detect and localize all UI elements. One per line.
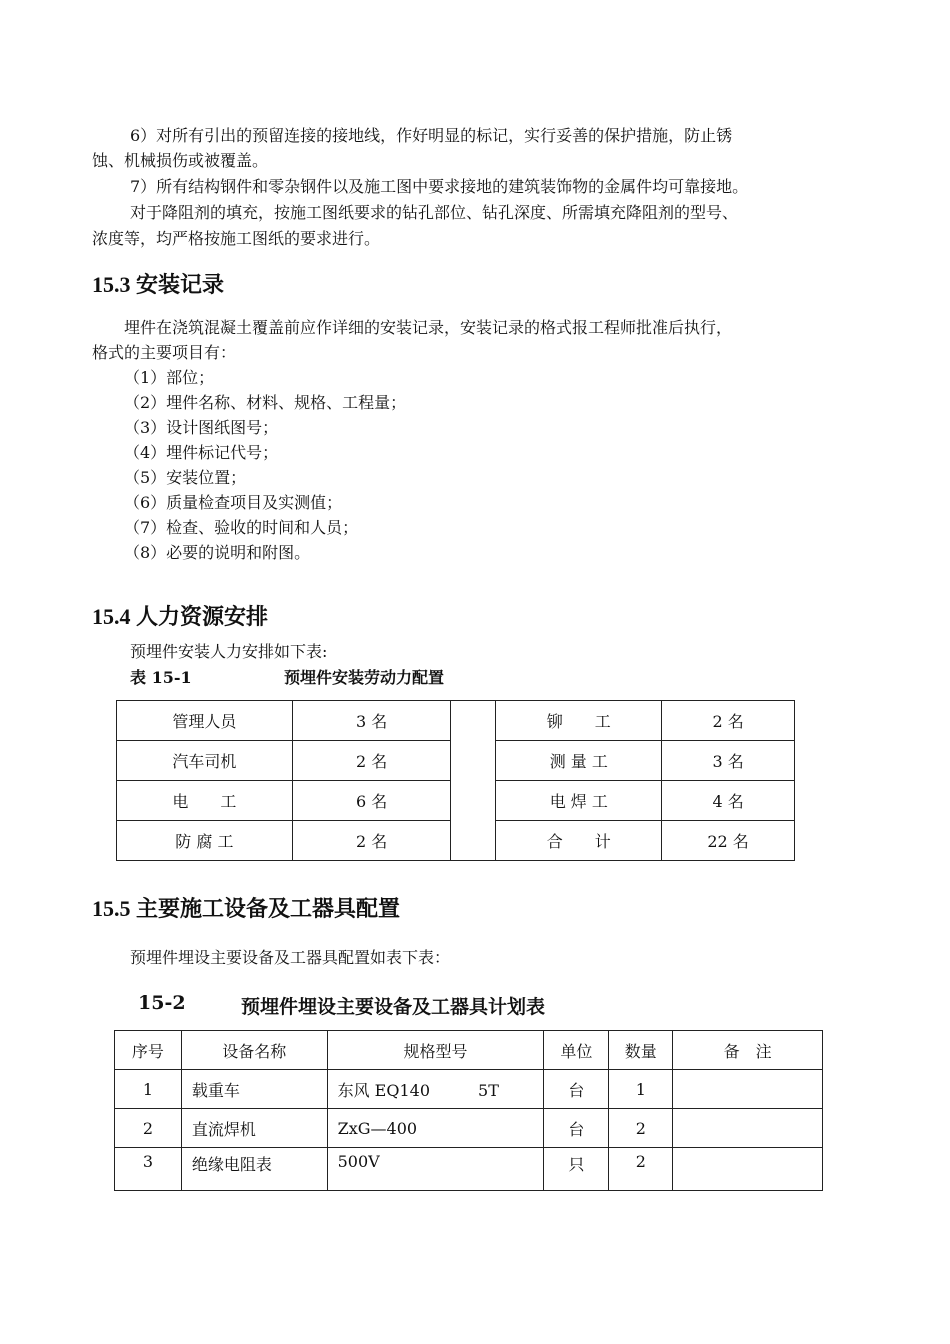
table-cell: 1 <box>115 1070 182 1109</box>
table-row <box>115 1148 823 1191</box>
table-cell: 电 工 <box>117 781 293 821</box>
list-item: （5）安装位置； <box>124 468 247 487</box>
paragraph-7: 7）所有结构钢件和零杂钢件以及施工图中要求接地的建筑装饰物的金属件均可靠接地。 <box>130 177 749 196</box>
list-item: （2）埋件名称、材料、规格、工程量； <box>124 393 407 412</box>
table-15-2-title: 预埋件埋设主要设备及工器具计划表 <box>241 996 546 1018</box>
list-item: （3）设计图纸图号； <box>124 418 279 437</box>
table-spacer <box>451 701 496 861</box>
table-cell: 2 名 <box>292 741 451 781</box>
table-cell: 3 名 <box>292 701 451 741</box>
table-15-2-number: 15-2 <box>138 992 186 1014</box>
table-cell: 管理人员 <box>117 701 293 741</box>
sec153-para-line1: 埋件在浇筑混凝土覆盖前应作详细的安装记录，安装记录的格式报工程师批准后执行， <box>124 318 733 337</box>
table-cell: 6 名 <box>292 781 451 821</box>
table-cell: 22 名 <box>662 821 795 861</box>
table-cell: 2 <box>609 1109 673 1148</box>
list-item: （8）必要的说明和附图。 <box>124 543 311 562</box>
table-cell <box>673 1148 823 1191</box>
table-cell: 4 名 <box>662 781 795 821</box>
table-row <box>115 1070 823 1109</box>
header-cell: 设备名称 <box>181 1031 327 1070</box>
table-row <box>115 1109 823 1148</box>
equipment-table <box>114 1030 823 1191</box>
list-item: （6）质量检查项目及实测值； <box>124 493 343 512</box>
header-cell: 序号 <box>115 1031 182 1070</box>
table-cell: 2 名 <box>292 821 451 861</box>
heading-15-4: 15.4 人力资源安排 <box>92 604 269 629</box>
table-cell: 只 <box>544 1148 609 1191</box>
table-cell: 1 <box>609 1070 673 1109</box>
paragraph-6-line2: 蚀、机械损伤或被覆盖。 <box>92 151 269 170</box>
header-cell: 备 注 <box>673 1031 823 1070</box>
table-cell: ZxG—400 <box>327 1109 544 1148</box>
paragraph-8-line1: 对于降阻剂的填充，按施工图纸要求的钻孔部位、钻孔深度、所需填充降阻剂的型号、 <box>130 203 739 222</box>
table-15-1-title: 预埋件安装劳动力配置 <box>284 668 445 687</box>
table-cell <box>673 1109 823 1148</box>
labor-table <box>116 700 795 861</box>
sec155-intro: 预埋件埋设主要设备及工器具配置如表下表： <box>130 948 451 967</box>
header-cell: 数量 <box>609 1031 673 1070</box>
table-cell: 测 量 工 <box>496 741 662 781</box>
table-cell: 2 <box>609 1148 673 1191</box>
sec154-intro: 预埋件安装人力安排如下表: <box>130 642 328 661</box>
table-cell: 500V <box>327 1148 544 1191</box>
table-header-row <box>115 1031 823 1070</box>
table-cell: 2 <box>115 1109 182 1148</box>
table-row <box>117 701 795 741</box>
table-cell: 3 <box>115 1148 182 1191</box>
table-cell: 合 计 <box>496 821 662 861</box>
table-cell: 台 <box>544 1070 609 1109</box>
table-cell: 东风 EQ140 5T <box>327 1070 544 1109</box>
list-item: （4）埋件标记代号； <box>124 443 279 462</box>
sec153-para-line2: 格式的主要项目有： <box>92 343 237 362</box>
table-cell: 铆 工 <box>496 701 662 741</box>
paragraph-6-line1: 6）对所有引出的预留连接的接地线，作好明显的标记，实行妥善的保护措施，防止锈 <box>130 126 733 145</box>
table-cell: 台 <box>544 1109 609 1148</box>
table-15-1-number: 表 15-1 <box>130 668 192 687</box>
table-cell <box>673 1070 823 1109</box>
header-cell: 规格型号 <box>327 1031 544 1070</box>
table-cell: 2 名 <box>662 701 795 741</box>
table-cell: 防 腐 工 <box>117 821 293 861</box>
table-cell: 3 名 <box>662 741 795 781</box>
heading-15-3: 15.3 安装记录 <box>92 272 225 297</box>
header-cell: 单位 <box>544 1031 609 1070</box>
paragraph-8-line2: 浓度等，均严格按施工图纸的要求进行。 <box>92 229 381 248</box>
table-cell: 直流焊机 <box>181 1109 327 1148</box>
table-cell: 绝缘电阻表 <box>181 1148 327 1191</box>
list-item: （7）检查、验收的时间和人员； <box>124 518 359 537</box>
table-cell: 电 焊 工 <box>496 781 662 821</box>
heading-15-5: 15.5 主要施工设备及工器具配置 <box>92 896 401 921</box>
table-cell: 载重车 <box>181 1070 327 1109</box>
list-item: （1）部位； <box>124 368 215 387</box>
table-cell: 汽车司机 <box>117 741 293 781</box>
